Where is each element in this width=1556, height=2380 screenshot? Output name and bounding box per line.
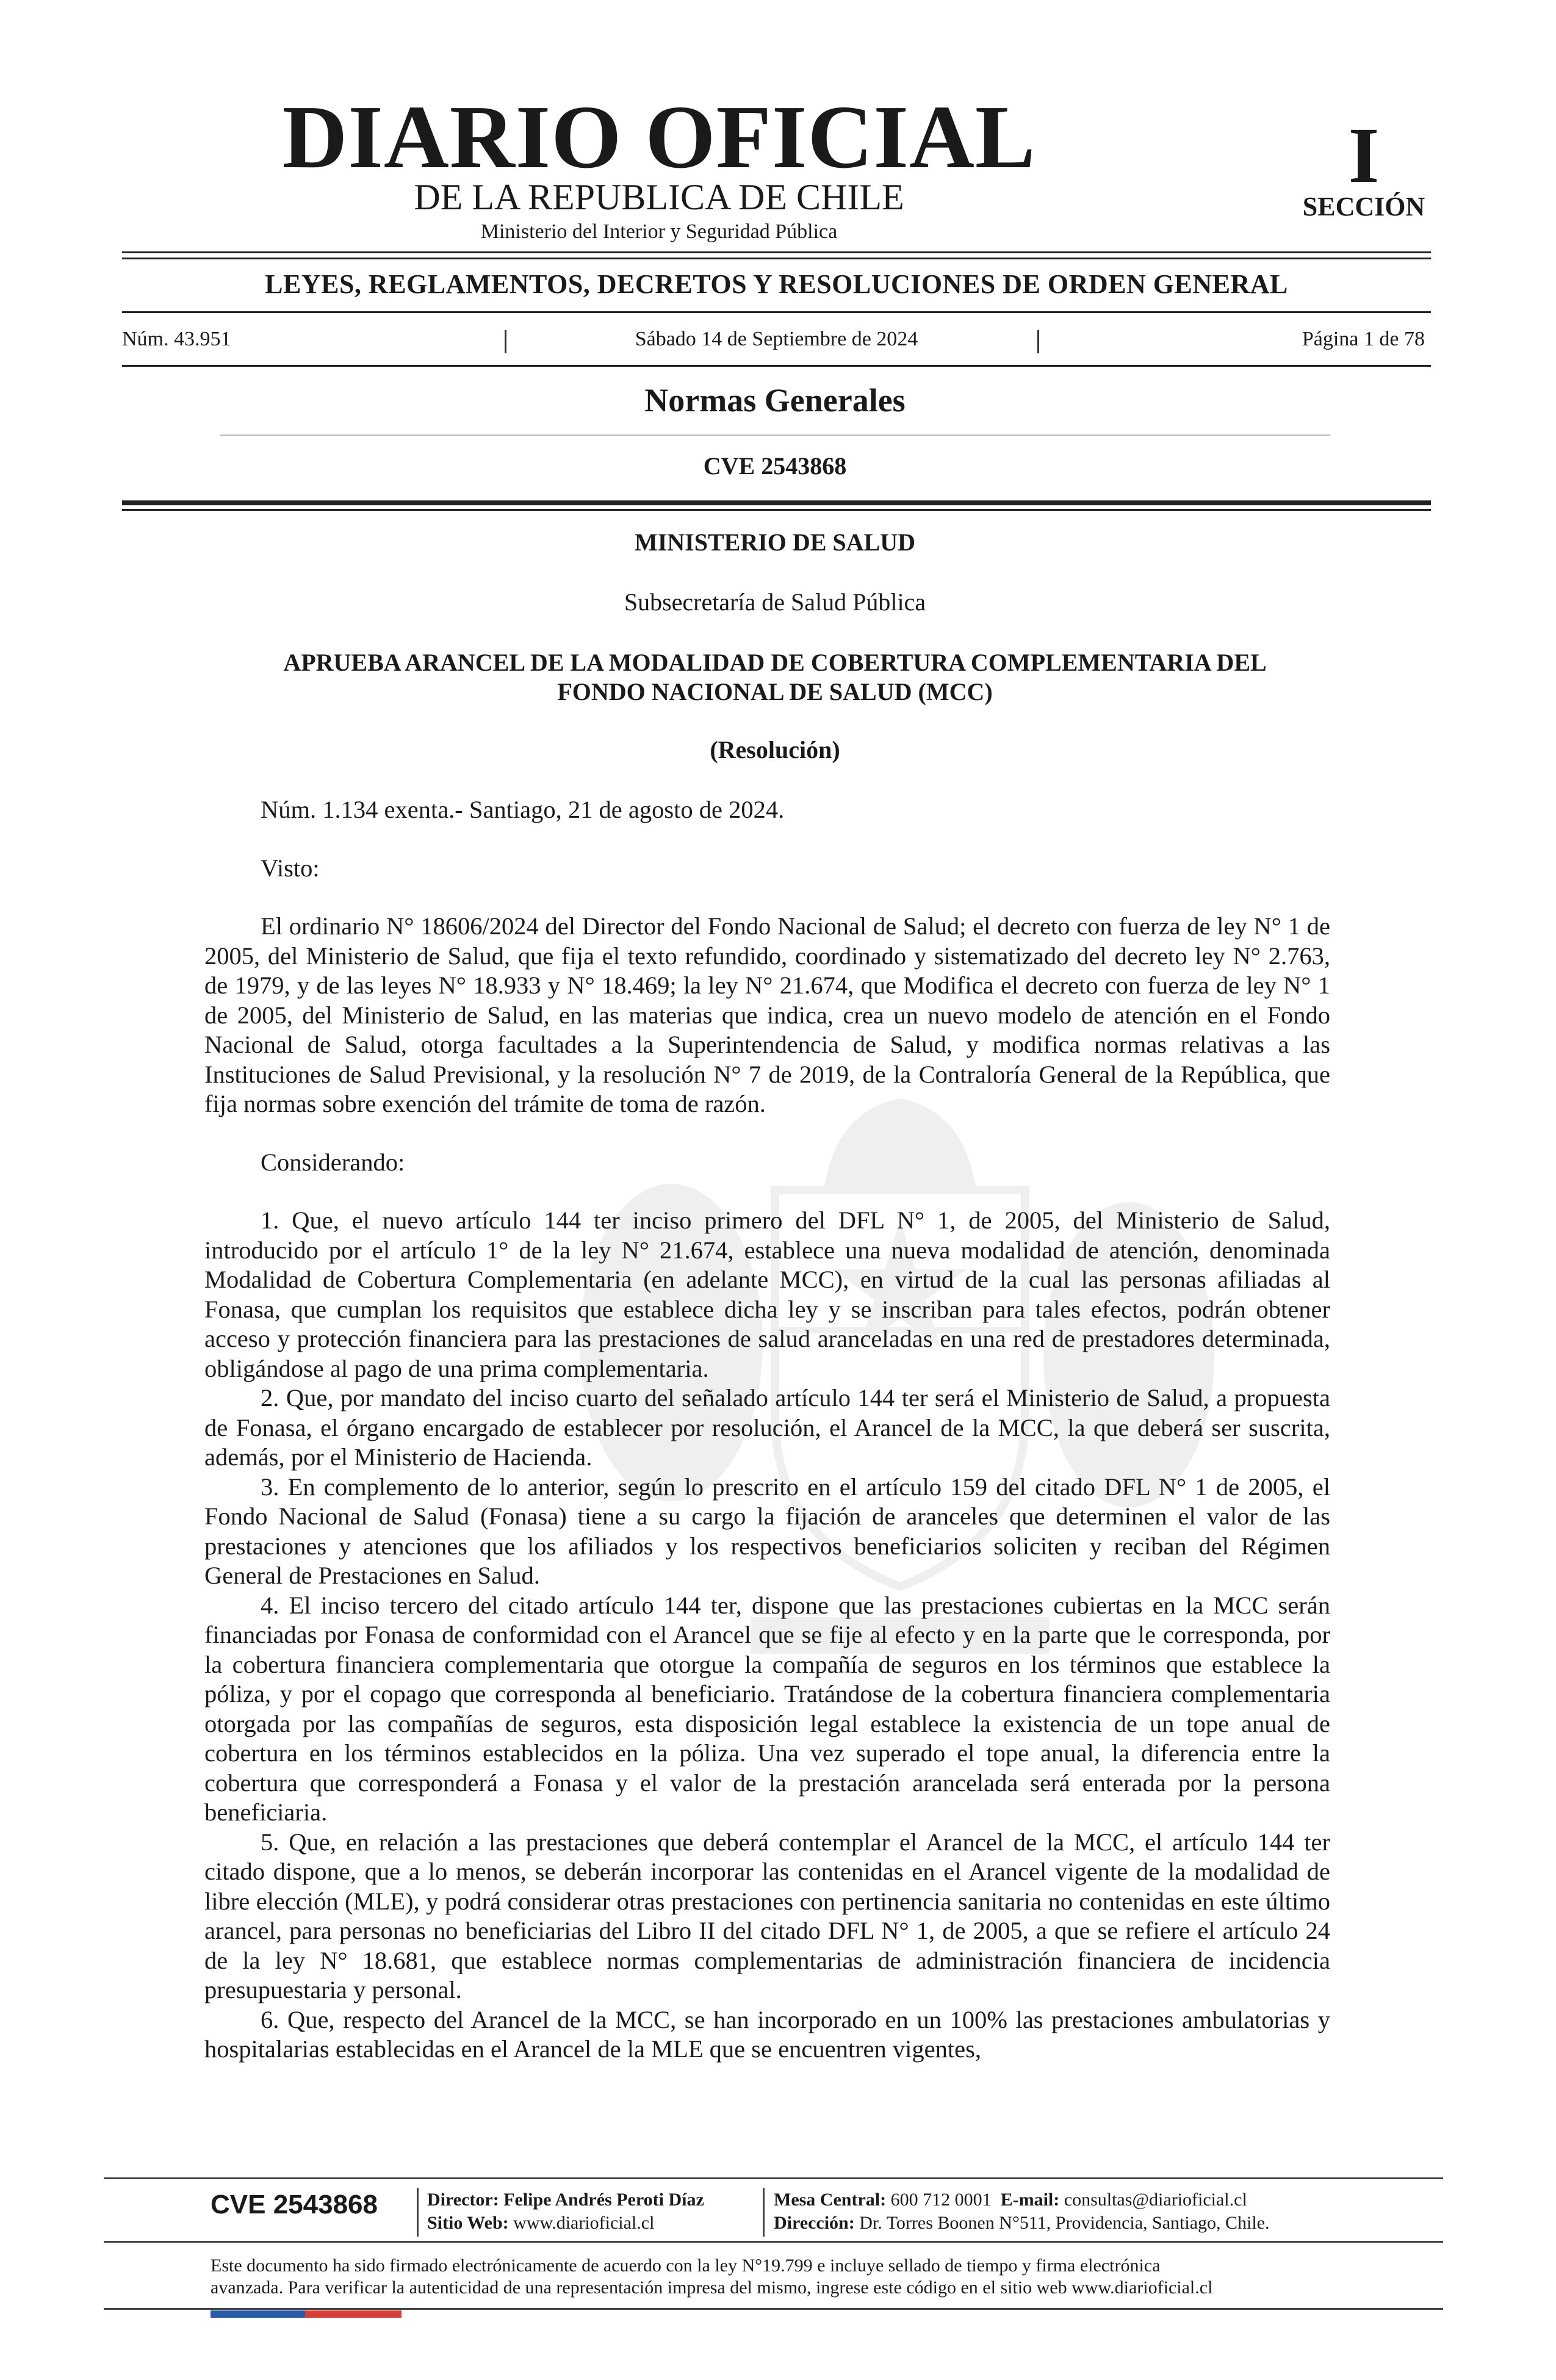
website-label: Sitio Web: (427, 2213, 509, 2233)
divider (122, 500, 1431, 505)
notice-line: avanzada. Para verificar la autenticidad de una representación impresa del mismo, ingrese este código en el sitio web www.diarioficial.cl (211, 2277, 1213, 2298)
footer-cve-code: CVE 2543868 (211, 2190, 378, 2220)
footer-divider (104, 2308, 1443, 2310)
issuing-ministry: MINISTERIO DE SALUD (634, 528, 916, 556)
resolution-number: Núm. 1.134 exenta.- Santiago, 21 de agosto de 2024. (261, 796, 785, 823)
divider (122, 251, 1431, 253)
body-paragraph: 6. Que, respecto del Arancel de la MCC, se han incorporado en un 100% las prestaciones ambulatorias y hospitalarias establecidas en el Arancel de la MLE que se encuentren vigentes, (204, 2005, 1330, 2063)
separator (1037, 330, 1039, 353)
page-indicator: Página 1 de 78 (1302, 328, 1425, 350)
document-type: (Resolución) (710, 736, 840, 763)
section-title: Normas Generales (644, 382, 906, 419)
phone-label: Mesa Central: (774, 2190, 887, 2210)
notice-line: Este documento ha sido firmado electrónicamente de acuerdo con la ley N°19.799 e incluye sellado de tiempo y firma electrónica (211, 2256, 1161, 2276)
footer-divider (104, 2177, 1443, 2179)
section-number: I (1348, 112, 1380, 200)
footer-director-block (427, 2188, 704, 2235)
section-mark (1288, 112, 1440, 222)
body-paragraph: 2. Que, por mandato del inciso cuarto del señalado artículo 144 ter será el Ministerio de Salud, a propuesta de Fonasa, el órgano encargado de establecer por resolución, el Arancel de la MCC, la que deberá ser suscrita, además, por el Ministerio de Hacienda. (204, 1384, 1330, 1471)
website-link[interactable]: www.diarioficial.cl (513, 2213, 655, 2233)
body-paragraph: 1. Que, el nuevo artículo 144 ter inciso primero del DFL N° 1, de 2005, del Ministerio de Salud, introducido por el artículo 1° de la ley N° 21.674, establece una nueva modalidad de atención, denominada Modalidad de Cobertura Complementaria (en adelante MCC), en virtud de la cual las personas afiliadas al Fonasa, que cumplan los requisitos que establece dicha ley y se inscriban para tales efectos, podrán obtener acceso y protección financiera para las prestaciones de salud aranceladas en una red de prestadores determinada, obligándose al pago de una prima complementaria. (204, 1206, 1330, 1382)
divider (122, 509, 1431, 511)
address-label: Dirección: (774, 2213, 855, 2233)
headline: LEYES, REGLAMENTOS, DECRETOS Y RESOLUCIONES DE ORDEN GENERAL (265, 269, 1288, 299)
ministry-line: Ministerio del Interior y Seguridad Pública (480, 220, 838, 243)
body-paragraph: El ordinario N° 18606/2024 del Director del Fondo Nacional de Salud; el decreto con fuerza de ley N° 1 de 2005, del Ministerio de Salud, que fija el texto refundido, coordinado y sistematizado del decreto ley N° 2.763, de 1979, y de las leyes N° 18.933 y N° 18.469; la ley N° 21.674, que Modifica el decreto con fuerza de ley N° 1 de 2005, del Ministerio de Salud, en las materias que indica, crea un nuevo modelo de atención en el Fondo Nacional de Salud, otorga facultades a la Superintendencia de Salud, y modifica normas relativas a las Instituciones de Salud Previsional, y la resolución N° 7 de 2019, de la Contraloría General de la República, que fija normas sobre exención del trámite de toma de razón. (204, 912, 1330, 1117)
address: Dr. Torres Boonen N°511, Providencia, Santiago, Chile. (859, 2213, 1270, 2233)
email-link[interactable]: consultas@diarioficial.cl (1064, 2190, 1247, 2210)
signature-notice (211, 2255, 1339, 2299)
considerando-heading: Considerando: (261, 1148, 405, 1176)
phone-number: 600 712 0001 (890, 2190, 992, 2210)
document-title-line: FONDO NACIONAL DE SALUD (MCC) (557, 678, 993, 705)
body-paragraph: 5. Que, en relación a las prestaciones que deberá contemplar el Arancel de la MCC, el artículo 144 ter citado dispone, que a lo menos, se deberán incorporar las contenidas en el Arancel vigente de la modalidad de libre elección (MLE), y podrá considerar otras prestaciones con pertinencia sanitaria no contenidas en este último arancel, para personas no beneficiarias del Libro II del citado DFL N° 1, de 2005, a que se refiere el artículo 24 de la ley N° 18.681, que establece normas complementarias de administración financiera de incidencia presupuestaria y personal. (204, 1828, 1330, 2003)
body-paragraph: 4. El inciso tercero del citado artículo 144 ter, dispone que las prestaciones cubiertas en la MCC serán financiadas por Fonasa de conformidad con el Arancel que se fije al efecto y en la parte que le corresponda, por la cobertura financiera complementaria que otorgue la compañía de seguros en los términos que establece la póliza, y por el copago que corresponda al beneficiario. Tratándose de la cobertura financiera complementaria otorgada por las compañías de seguros, esta disposición legal establece la existencia de un tope anual de cobertura en los términos establecidos en la póliza. Una vez superado el tope anual, la diferencia entre la cobertura que corresponderá a Fonasa y el valor de la prestación arancelada será enterada por la persona beneficiaria. (204, 1591, 1330, 1826)
subsecretaria: Subsecretaría de Salud Pública (624, 588, 926, 616)
footer-separator (417, 2188, 419, 2237)
document-title (220, 648, 1330, 707)
divider (220, 435, 1330, 436)
divider (122, 311, 1431, 313)
email-label: E-mail: (1000, 2190, 1060, 2210)
masthead (204, 87, 1114, 244)
body-paragraph: 3. En complemento de lo anterior, según lo prescrito en el artículo 159 del citado DFL N° 1 de 2005, el Fondo Nacional de Salud (Fonasa) tiene a su cargo la fijación de aranceles que determinen el valor de las prestaciones y atenciones que los afiliados y los respectivos beneficiarios soliciten y reciban del Régimen General de Prestaciones en Salud. (204, 1473, 1330, 1589)
flag-stripe-red (305, 2310, 402, 2318)
issue-number: Núm. 43.951 (122, 328, 231, 350)
issue-info-bar (122, 328, 1431, 358)
director-name: Felipe Andrés Peroti Díaz (503, 2190, 704, 2210)
footer-contact-block (774, 2188, 1270, 2235)
visto-heading: Visto: (261, 854, 320, 882)
director-label: Director: (427, 2190, 499, 2210)
issue-date: Sábado 14 de Septiembre de 2024 (635, 328, 918, 350)
section-label: SECCIÓN (1302, 192, 1425, 222)
document-title-line: APRUEBA ARANCEL DE LA MODALIDAD DE COBERTURA COMPLEMENTARIA DEL (283, 649, 1267, 676)
footer-separator (763, 2188, 765, 2237)
newspaper-subtitle: DE LA REPUBLICA DE CHILE (414, 177, 904, 217)
document-body (204, 795, 1330, 2064)
cve-code: CVE 2543868 (703, 452, 847, 480)
footer-divider (104, 2241, 1443, 2243)
divider (122, 365, 1431, 367)
newspaper-title: DIARIO OFICIAL (282, 87, 1036, 187)
divider (122, 258, 1431, 259)
flag-stripe-blue (211, 2310, 305, 2318)
